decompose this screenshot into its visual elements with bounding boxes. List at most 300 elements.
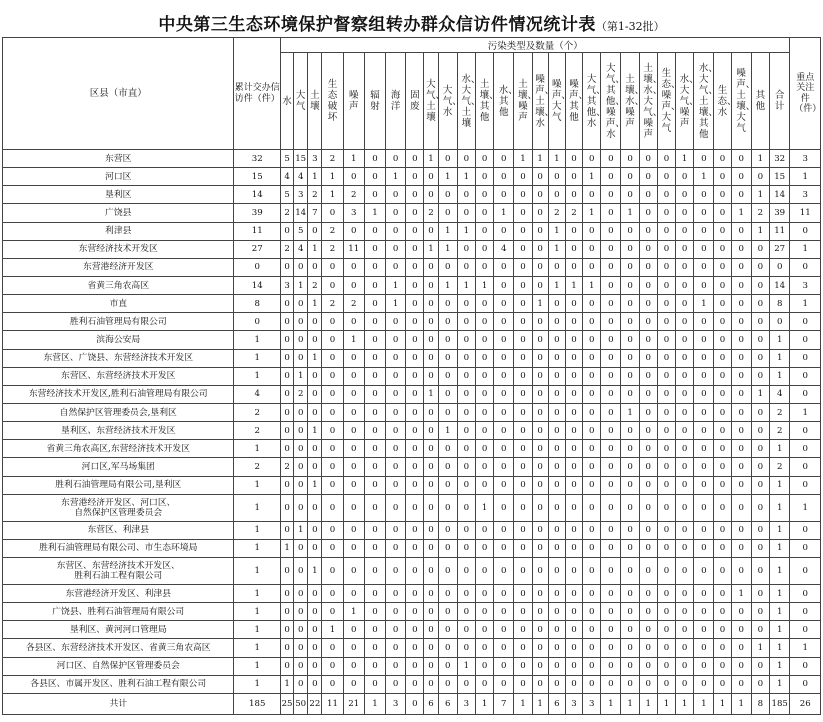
row-count: 0 [424, 276, 438, 294]
row-count: 0 [694, 204, 714, 222]
row-count: 185 [769, 693, 789, 714]
row-count: 0 [548, 557, 565, 584]
row-count: 0 [514, 584, 532, 602]
row-count: 0 [583, 557, 601, 584]
row-count: 0 [322, 385, 343, 403]
row-key-attention: 0 [790, 539, 821, 557]
row-count: 50 [294, 693, 308, 714]
row-count: 0 [676, 349, 694, 367]
row-count: 0 [280, 557, 293, 584]
row-count: 0 [438, 675, 457, 693]
row-count: 1 [308, 349, 322, 367]
row-count: 0 [601, 186, 621, 204]
row-count: 0 [731, 458, 751, 476]
row-count: 0 [280, 403, 293, 421]
row-count: 0 [751, 440, 769, 458]
row-cumulative: 1 [234, 521, 281, 539]
row-count: 0 [751, 422, 769, 440]
row-count: 0 [364, 584, 385, 602]
header-category [280, 53, 293, 150]
header-category [424, 53, 446, 150]
row-count: 0 [457, 204, 475, 222]
title-bar [0, 0, 823, 37]
row-count: 0 [364, 385, 385, 403]
row-count: 2 [322, 240, 343, 258]
header-category [532, 53, 555, 150]
row-count: 0 [386, 440, 406, 458]
row-count: 0 [714, 639, 731, 657]
row-count: 0 [694, 675, 714, 693]
row-count: 0 [621, 313, 639, 331]
row-name: 东营港经济开发区、利津县 [3, 584, 234, 602]
row-count: 0 [694, 367, 714, 385]
row-count: 0 [386, 186, 406, 204]
row-count: 0 [532, 276, 548, 294]
row-name: 东营经济技术开发区 [3, 240, 234, 258]
row-count: 0 [751, 367, 769, 385]
row-name: 省黄三角农高区 [3, 276, 234, 294]
row-count: 1 [731, 693, 751, 714]
row-count: 0 [601, 367, 621, 385]
row-count: 0 [532, 240, 548, 258]
row-count: 0 [494, 440, 514, 458]
row-count: 0 [731, 521, 751, 539]
row-count: 3 [565, 693, 582, 714]
row-count: 0 [424, 222, 438, 240]
row-count: 1 [532, 150, 548, 168]
row-count: 2 [343, 186, 364, 204]
row-count: 27 [769, 240, 789, 258]
row-count: 2 [280, 240, 293, 258]
row-count: 0 [364, 675, 385, 693]
row-count: 1 [769, 367, 789, 385]
row-count: 0 [601, 313, 621, 331]
row-count: 0 [364, 276, 385, 294]
row-name: 东营区、东营经济技术开发区 [3, 367, 234, 385]
row-cumulative: 1 [234, 494, 281, 521]
row-count: 0 [322, 440, 343, 458]
row-count: 11 [769, 222, 789, 240]
row-count: 0 [494, 639, 514, 657]
row-count: 0 [322, 258, 343, 276]
row-count: 0 [532, 494, 548, 521]
row-cumulative: 32 [234, 150, 281, 168]
row-count: 0 [308, 675, 322, 693]
row-count: 0 [475, 476, 493, 494]
row-count: 0 [639, 331, 657, 349]
row-count: 1 [514, 150, 532, 168]
table-row [3, 150, 821, 168]
row-count: 0 [322, 422, 343, 440]
row-count: 0 [565, 557, 582, 584]
row-count: 0 [565, 657, 582, 675]
row-count: 0 [343, 385, 364, 403]
row-count: 0 [565, 240, 582, 258]
header-category [386, 53, 406, 150]
row-count: 0 [343, 657, 364, 675]
row-count: 0 [694, 584, 714, 602]
row-count: 0 [621, 557, 639, 584]
header-category-label: 土壤、水、噪声 [625, 73, 645, 129]
row-count: 0 [731, 440, 751, 458]
row-count: 0 [514, 621, 532, 639]
row-count: 0 [676, 494, 694, 521]
row-count: 0 [406, 494, 424, 521]
row-count: 0 [694, 458, 714, 476]
row-count: 0 [639, 222, 657, 240]
row-name: 河口区 [3, 168, 234, 186]
table-row [3, 204, 821, 222]
row-name: 广饶县、胜利石油管理局有限公司 [3, 603, 234, 621]
row-count: 1 [621, 204, 639, 222]
row-count: 1 [769, 521, 789, 539]
row-count: 0 [280, 349, 293, 367]
row-count: 0 [514, 440, 532, 458]
table-row [3, 494, 821, 521]
row-count: 0 [751, 349, 769, 367]
row-count: 0 [731, 603, 751, 621]
header-category-label: 土壤、其他 [479, 79, 499, 123]
header-category [583, 53, 606, 150]
row-count: 0 [694, 331, 714, 349]
row-count: 1 [769, 675, 789, 693]
row-count: 3 [583, 693, 601, 714]
row-count: 0 [676, 440, 694, 458]
row-count: 0 [424, 403, 438, 421]
header-category-label: 噪声 [348, 90, 359, 112]
row-count: 0 [621, 603, 639, 621]
row-count: 1 [438, 422, 457, 440]
row-count: 0 [280, 367, 293, 385]
row-count: 0 [583, 295, 601, 313]
row-count: 0 [601, 222, 621, 240]
table-row [3, 168, 821, 186]
row-count: 0 [532, 557, 548, 584]
row-count: 0 [548, 258, 565, 276]
row-count: 0 [583, 367, 601, 385]
row-count: 0 [308, 521, 322, 539]
header-category [322, 53, 343, 150]
row-count: 1 [532, 693, 548, 714]
row-count: 0 [494, 186, 514, 204]
row-key-attention: 0 [790, 258, 821, 276]
row-count: 1 [751, 639, 769, 657]
row-name: 自然保护区管理委员会,垦利区 [3, 403, 234, 421]
row-count: 0 [364, 657, 385, 675]
table-row [3, 222, 821, 240]
row-count: 0 [639, 313, 657, 331]
row-count: 14 [294, 204, 308, 222]
row-count: 0 [494, 584, 514, 602]
row-count: 1 [548, 240, 565, 258]
row-name: 垦利区 [3, 186, 234, 204]
row-count: 0 [406, 349, 424, 367]
row-count: 0 [565, 458, 582, 476]
row-name: 共计 [3, 693, 234, 714]
row-count: 0 [657, 186, 675, 204]
row-count: 0 [694, 539, 714, 557]
row-count: 0 [406, 557, 424, 584]
row-count: 0 [532, 186, 548, 204]
row-count: 0 [532, 476, 548, 494]
row-count: 0 [494, 521, 514, 539]
row-cumulative: 14 [234, 276, 281, 294]
row-count: 0 [322, 476, 343, 494]
row-count: 1 [751, 186, 769, 204]
row-count: 25 [280, 693, 293, 714]
row-count: 0 [514, 557, 532, 584]
row-key-attention: 0 [790, 385, 821, 403]
row-count: 0 [424, 313, 438, 331]
row-count: 0 [294, 331, 308, 349]
row-count: 0 [438, 539, 457, 557]
row-count: 0 [751, 621, 769, 639]
row-count: 0 [294, 458, 308, 476]
row-count: 0 [343, 458, 364, 476]
row-count: 0 [532, 349, 548, 367]
table-row [3, 240, 821, 258]
row-count: 0 [438, 313, 457, 331]
row-count: 0 [438, 186, 457, 204]
row-count: 0 [308, 494, 322, 521]
row-name: 垦利区、黄河河口管理局 [3, 621, 234, 639]
row-count: 0 [424, 494, 438, 521]
row-count: 0 [532, 521, 548, 539]
row-count: 0 [532, 458, 548, 476]
header-category-label: 生态、水 [717, 84, 737, 118]
row-count: 0 [731, 639, 751, 657]
row-count: 0 [438, 521, 457, 539]
row-count: 0 [583, 494, 601, 521]
row-count: 0 [406, 657, 424, 675]
row-name: 东营区、东营经济技术开发区、 胜利石油工程有限公司 [3, 557, 234, 584]
row-count: 0 [583, 603, 601, 621]
row-count: 0 [494, 313, 514, 331]
row-count: 0 [676, 458, 694, 476]
row-count: 0 [424, 603, 438, 621]
row-count: 0 [457, 150, 475, 168]
row-count: 0 [438, 331, 457, 349]
row-key-attention: 0 [790, 331, 821, 349]
row-count: 11 [322, 693, 343, 714]
row-count: 0 [494, 367, 514, 385]
row-count: 0 [294, 295, 308, 313]
header-cumulative: 累计交办信访件（件） [234, 38, 281, 150]
row-key-attention: 3 [790, 150, 821, 168]
row-count: 1 [731, 204, 751, 222]
row-count: 0 [343, 349, 364, 367]
row-count: 0 [565, 603, 582, 621]
row-count: 39 [769, 204, 789, 222]
row-count: 0 [621, 584, 639, 602]
row-count: 0 [424, 639, 438, 657]
header-category [494, 53, 518, 150]
row-count: 0 [639, 557, 657, 584]
row-count: 0 [714, 204, 731, 222]
row-cumulative: 1 [234, 639, 281, 657]
row-cumulative: 2 [234, 422, 281, 440]
row-count: 4 [280, 168, 293, 186]
row-count: 0 [657, 440, 675, 458]
row-count: 1 [769, 639, 789, 657]
row-count: 0 [364, 367, 385, 385]
row-count: 0 [657, 258, 675, 276]
row-count: 0 [694, 186, 714, 204]
row-count: 1 [294, 367, 308, 385]
row-count: 0 [657, 422, 675, 440]
row-count: 0 [548, 639, 565, 657]
header-category [343, 53, 364, 150]
row-count: 0 [424, 521, 438, 539]
header-category-label: 水、大气、土壤、其他 [698, 62, 718, 140]
header-category [769, 53, 789, 150]
header-category-label: 生态、噪声、大气 [661, 68, 681, 134]
row-count: 14 [769, 276, 789, 294]
row-count: 0 [457, 539, 475, 557]
row-count: 0 [583, 422, 601, 440]
row-count: 1 [438, 240, 457, 258]
row-count: 8 [751, 693, 769, 714]
row-count: 0 [494, 494, 514, 521]
row-count: 0 [694, 603, 714, 621]
row-count: 0 [639, 295, 657, 313]
row-cumulative: 1 [234, 675, 281, 693]
row-count: 0 [364, 258, 385, 276]
row-count: 0 [514, 313, 532, 331]
title-text: 中央第三生态环境保护督察组转办群众信访件情况统计表 [158, 15, 596, 35]
row-count: 0 [657, 539, 675, 557]
row-count: 0 [294, 476, 308, 494]
row-count: 1 [514, 693, 532, 714]
row-count: 0 [601, 584, 621, 602]
header-category-label: 土壤、噪声 [517, 79, 537, 123]
row-cumulative: 15 [234, 168, 281, 186]
row-count: 0 [406, 295, 424, 313]
row-count: 0 [494, 258, 514, 276]
row-count: 0 [280, 476, 293, 494]
row-count: 0 [322, 349, 343, 367]
row-count: 1 [583, 276, 601, 294]
row-count: 0 [714, 168, 731, 186]
row-cumulative: 0 [234, 313, 281, 331]
row-count: 0 [364, 440, 385, 458]
row-count: 0 [406, 240, 424, 258]
header-category [657, 53, 681, 150]
row-count: 0 [406, 422, 424, 440]
row-count: 0 [364, 557, 385, 584]
row-count: 1 [322, 168, 343, 186]
row-count: 0 [438, 476, 457, 494]
row-count: 1 [386, 276, 406, 294]
row-count: 1 [532, 295, 548, 313]
row-count: 0 [406, 385, 424, 403]
row-count: 0 [514, 186, 532, 204]
row-count: 0 [621, 367, 639, 385]
row-name: 滨海公安局 [3, 331, 234, 349]
row-count: 0 [475, 422, 493, 440]
row-count: 0 [657, 494, 675, 521]
row-count: 0 [731, 276, 751, 294]
header-category [601, 53, 625, 150]
row-count: 0 [532, 621, 548, 639]
row-count: 0 [731, 557, 751, 584]
row-count: 0 [583, 403, 601, 421]
row-count: 0 [438, 603, 457, 621]
row-count: 0 [676, 168, 694, 186]
row-count: 1 [386, 168, 406, 186]
row-count: 0 [308, 258, 322, 276]
row-count: 0 [457, 403, 475, 421]
row-count: 0 [343, 276, 364, 294]
row-count: 0 [565, 494, 582, 521]
row-count: 0 [475, 621, 493, 639]
row-count: 0 [294, 621, 308, 639]
row-count: 0 [514, 639, 532, 657]
row-count: 1 [657, 693, 675, 714]
row-name: 东营区、利津县 [3, 521, 234, 539]
row-count: 0 [565, 440, 582, 458]
row-count: 0 [514, 331, 532, 349]
row-count: 0 [621, 258, 639, 276]
row-count: 0 [364, 458, 385, 476]
row-count: 0 [494, 422, 514, 440]
row-count: 0 [731, 367, 751, 385]
row-count: 1 [457, 222, 475, 240]
row-count: 0 [621, 639, 639, 657]
row-count: 0 [322, 521, 343, 539]
row-count: 0 [639, 603, 657, 621]
row-cumulative: 4 [234, 385, 281, 403]
row-count: 0 [751, 539, 769, 557]
row-count: 0 [475, 313, 493, 331]
row-count: 0 [657, 168, 675, 186]
header-category-label: 海洋 [390, 90, 401, 112]
header-category-label: 大气 [295, 90, 306, 112]
row-count: 0 [343, 557, 364, 584]
row-count: 0 [731, 422, 751, 440]
row-count: 0 [457, 331, 475, 349]
row-count: 0 [294, 403, 308, 421]
row-key-attention: 0 [790, 458, 821, 476]
row-count: 0 [694, 150, 714, 168]
row-count: 0 [548, 494, 565, 521]
row-count: 0 [438, 204, 457, 222]
row-count: 4 [294, 168, 308, 186]
row-count: 0 [308, 440, 322, 458]
row-count: 0 [676, 639, 694, 657]
row-count: 1 [583, 204, 601, 222]
row-count: 0 [657, 603, 675, 621]
row-count: 0 [386, 403, 406, 421]
row-count: 0 [475, 258, 493, 276]
row-count: 0 [639, 367, 657, 385]
row-count: 0 [639, 186, 657, 204]
row-count: 0 [424, 584, 438, 602]
row-count: 0 [424, 476, 438, 494]
row-count: 1 [676, 150, 694, 168]
row-count: 0 [364, 186, 385, 204]
row-count: 1 [280, 675, 293, 693]
row-count: 0 [657, 295, 675, 313]
row-count: 0 [475, 458, 493, 476]
row-count: 7 [308, 204, 322, 222]
table-row [3, 584, 821, 602]
header-category-label: 噪声、其他 [568, 79, 588, 123]
row-key-attention: 1 [790, 403, 821, 421]
row-count: 1 [322, 186, 343, 204]
row-count: 0 [601, 331, 621, 349]
table-row [3, 440, 821, 458]
